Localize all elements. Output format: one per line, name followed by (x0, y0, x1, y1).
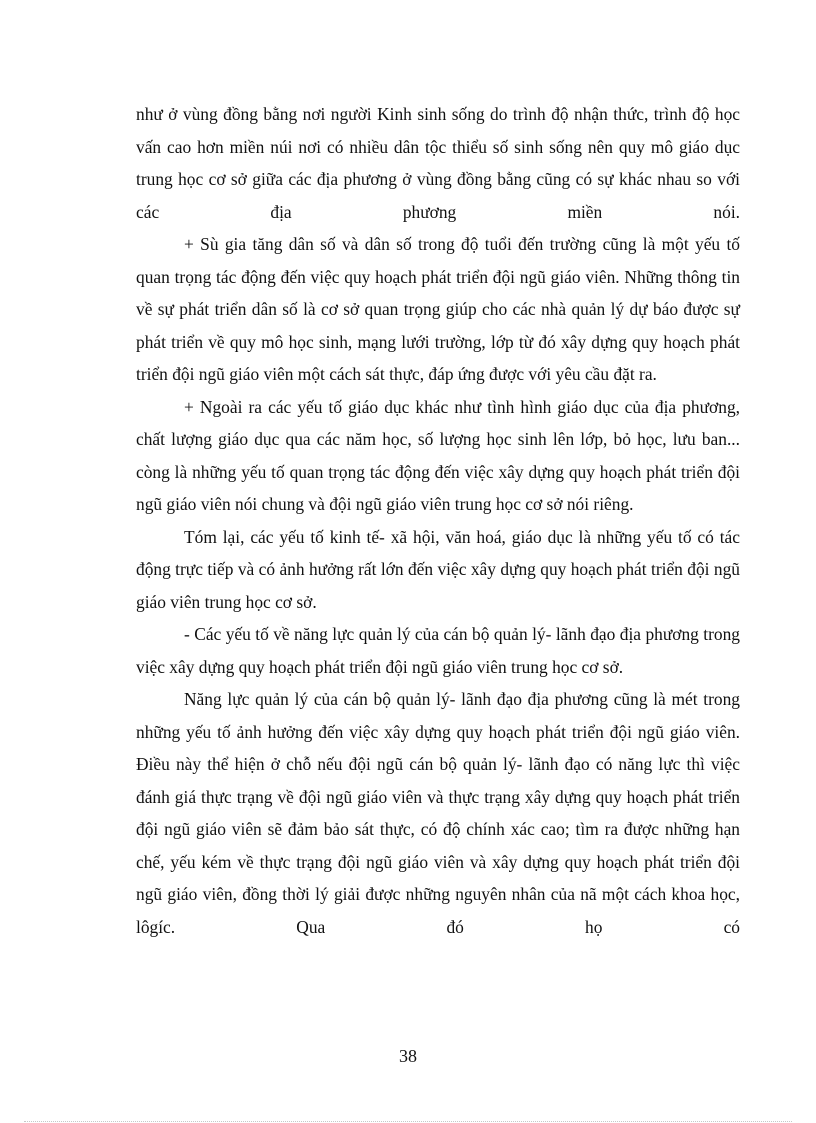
paragraph-education-factors: + Ngoài ra các yếu tố giáo dục khác như tình hình giáo dục của địa phương, chất lượng giáo dục qua các năm học, số lượng học sinh lên lớp, bỏ học, lưu ban... còng là những yếu tố quan trọng tác động đến việc xây dựng quy hoạch phát triển đội ngũ giáo viên nói chung và đội ngũ giáo viên trung học cơ sở nói riêng. (136, 396, 740, 514)
body-text (136, 98, 740, 943)
paragraph-continuation: như ở vùng đồng bằng nơi người Kinh sinh sống do trình độ nhận thức, trình độ học vấn cao hơn miền núi nơi có nhiều dân tộc thiểu số sinh sống nên quy mô giáo dục trung học cơ sở giữa các địa phương ở vùng đồng bằng cũng có sự khác nhau so với các địa phương miền nói. (136, 104, 740, 222)
paragraph-summary: Tóm lại, các yếu tố kinh tế- xã hội, văn hoá, giáo dục là những yếu tố có tác động trực tiếp và có ảnh hưởng rất lớn đến việc xây dựng quy hoạch phát triển đội ngũ giáo viên trung học cơ sở. (136, 526, 740, 612)
page-number: 38 (399, 1046, 417, 1066)
paragraph-management-capacity: Năng lực quản lý của cán bộ quản lý- lãnh đạo địa phương cũng là mét trong những yếu tố ảnh hưởng đến việc xây dựng quy hoạch phát triển đội ngũ giáo viên. Điều này thể hiện ở chỗ nếu đội ngũ cán bộ quản lý- lãnh đạo có năng lực thì việc đánh giá thực trạng về đội ngũ giáo viên và thực trạng xây dựng quy hoạch phát triển đội ngũ giáo viên sẽ đảm bảo sát thực, có độ chính xác cao; tìm ra được những hạn chế, yếu kém về thực trạng đội ngũ giáo viên và xây dựng quy hoạch phát triển đội ngũ giáo viên, đồng thời lý giải được những nguyên nhân của nã một cách khoa học, lôgíc. Qua đó họ có (136, 689, 740, 937)
paragraph-population-factor: + Sù gia tăng dân số và dân số trong độ tuổi đến trường cũng là một yếu tố quan trọng tác động đến việc quy hoạch phát triển đội ngũ giáo viên. Những thông tin về sự phát triển dân số là cơ sở quan trọng giúp cho các nhà quản lý dự báo được sự phát triển về quy mô học sinh, mạng lưới trường, lớp từ đó xây dựng quy hoạch phát triển đội ngũ giáo viên một cách sát thực, đáp ứng được với yêu cầu đặt ra. (136, 234, 740, 384)
paragraph-management-heading: - Các yếu tố về năng lực quản lý của cán bộ quản lý- lãnh đạo địa phương trong việc xây dựng quy hoạch phát triển đội ngũ giáo viên trung học cơ sở. (136, 624, 740, 677)
page-bottom-border (24, 1121, 792, 1122)
